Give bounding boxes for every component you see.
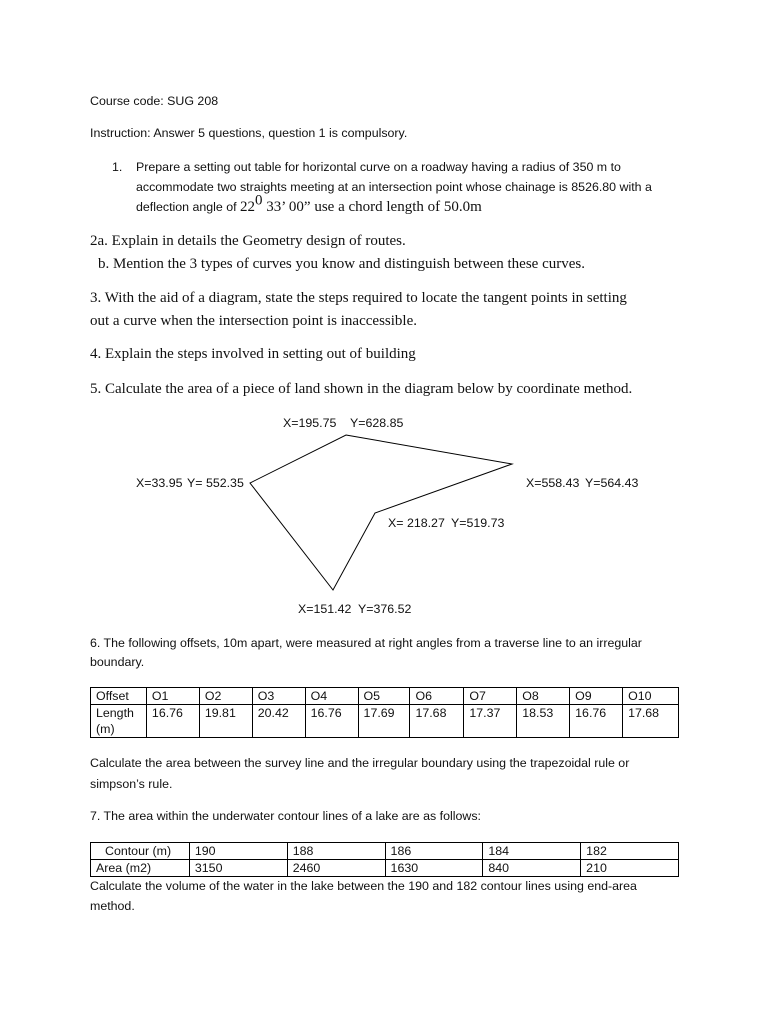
contour-table: [90, 842, 679, 877]
offset-header-cell: O5: [358, 688, 410, 705]
length-value-cell: 17.68: [623, 705, 679, 738]
question-6-calc-line-1: Calculate the area between the survey line and the irregular boundary using the trapezoidal rule or: [90, 756, 630, 770]
area-row: [91, 860, 679, 877]
course-code: Course code: SUG 208: [90, 94, 219, 108]
question-3-line-2: out a curve when the intersection point is inaccessible.: [90, 313, 417, 329]
area-value-cell: 1630: [385, 860, 483, 877]
question-1-line-3-start: deflection angle of: [136, 200, 241, 214]
length-value-cell: 16.76: [305, 705, 358, 738]
question-3-line-1: 3. With the aid of a diagram, state the steps required to locate the tangent points in setting: [90, 290, 627, 306]
contour-value-cell: 190: [189, 843, 287, 860]
offset-header-cell: O2: [199, 688, 252, 705]
contour-header-label: Contour (m): [91, 843, 190, 860]
offset-header-label: Offset: [91, 688, 147, 705]
vertex-top-x: X=195.75: [283, 416, 337, 430]
length-value-cell: 20.42: [252, 705, 305, 738]
length-value-cell: 18.53: [517, 705, 570, 738]
vertex-left-y: Y= 552.35: [187, 476, 244, 490]
offset-header-cell: O4: [305, 688, 358, 705]
question-2a: 2a. Explain in details the Geometry design of routes.: [90, 233, 406, 249]
area-header-label: Area (m2): [91, 860, 190, 877]
contour-value-cell: 184: [483, 843, 581, 860]
question-6-line-1: 6. The following offsets, 10m apart, were measured at right angles from a traverse line to an irregular: [90, 636, 642, 650]
question-1-line-3-end: 33’ 00” use a chord length of 50.0m: [262, 199, 482, 215]
land-boundary-polygon: [250, 435, 512, 590]
vertex-top-y: Y=628.85: [350, 416, 404, 430]
offset-length-row: [91, 705, 679, 738]
question-7-calc-line-2: method.: [90, 899, 135, 913]
deflection-angle-degrees: 22: [240, 199, 256, 215]
vertex-left-x: X=33.95: [136, 476, 183, 490]
offset-header-cell: O6: [410, 688, 464, 705]
length-value-cell: 19.81: [199, 705, 252, 738]
length-label-line-1: Length: [96, 706, 134, 720]
vertex-inner-y: Y=519.73: [451, 516, 505, 530]
area-value-cell: 2460: [287, 860, 385, 877]
contour-value-cell: 188: [287, 843, 385, 860]
contour-row: [91, 843, 679, 860]
offset-table: [90, 687, 679, 738]
length-value-cell: 17.69: [358, 705, 410, 738]
question-2b: b. Mention the 3 types of curves you know and distinguish between these curves.: [98, 256, 585, 272]
instruction: Instruction: Answer 5 questions, question 1 is compulsory.: [90, 126, 408, 140]
length-value-cell: 17.37: [464, 705, 517, 738]
vertex-right-y: Y=564.43: [585, 476, 639, 490]
length-value-cell: 17.68: [410, 705, 464, 738]
contour-value-cell: 182: [581, 843, 679, 860]
question-1-number: 1.: [112, 160, 123, 174]
length-value-cell: 16.76: [146, 705, 199, 738]
offset-header-row: [91, 688, 679, 705]
vertex-bottom-y: Y=376.52: [358, 602, 412, 616]
question-4: 4. Explain the steps involved in setting out of building: [90, 346, 416, 362]
vertex-inner-x: X= 218.27: [388, 516, 445, 530]
area-value-cell: 3150: [189, 860, 287, 877]
vertex-right-x: X=558.43: [526, 476, 580, 490]
length-label-line-2: (m): [96, 722, 115, 736]
question-6-calc-line-2: simpson’s rule.: [90, 777, 173, 791]
offset-header-cell: O1: [146, 688, 199, 705]
question-7-calc-line-1: Calculate the volume of the water in the lake between the 190 and 182 contour lines using end-area: [90, 879, 637, 893]
offset-header-cell: O8: [517, 688, 570, 705]
vertex-bottom-x: X=151.42: [298, 602, 352, 616]
question-1-line-1: Prepare a setting out table for horizontal curve on a roadway having a radius of 350 m to: [136, 160, 621, 174]
offset-header-cell: O9: [570, 688, 623, 705]
question-7-intro: 7. The area within the underwater contour lines of a lake are as follows:: [90, 809, 481, 823]
degree-superscript: 0: [255, 192, 263, 209]
question-1-line-2: accommodate two straights meeting at an intersection point whose chainage is 8526.80 with a: [136, 180, 652, 194]
offset-header-cell: O10: [623, 688, 679, 705]
question-6-line-2: boundary.: [90, 655, 145, 669]
length-row-label: [91, 705, 147, 738]
length-value-cell: 16.76: [570, 705, 623, 738]
question-5: 5. Calculate the area of a piece of land shown in the diagram below by coordinate method.: [90, 381, 633, 397]
offset-header-cell: O7: [464, 688, 517, 705]
area-value-cell: 840: [483, 860, 581, 877]
contour-value-cell: 186: [385, 843, 483, 860]
area-value-cell: 210: [581, 860, 679, 877]
offset-header-cell: O3: [252, 688, 305, 705]
